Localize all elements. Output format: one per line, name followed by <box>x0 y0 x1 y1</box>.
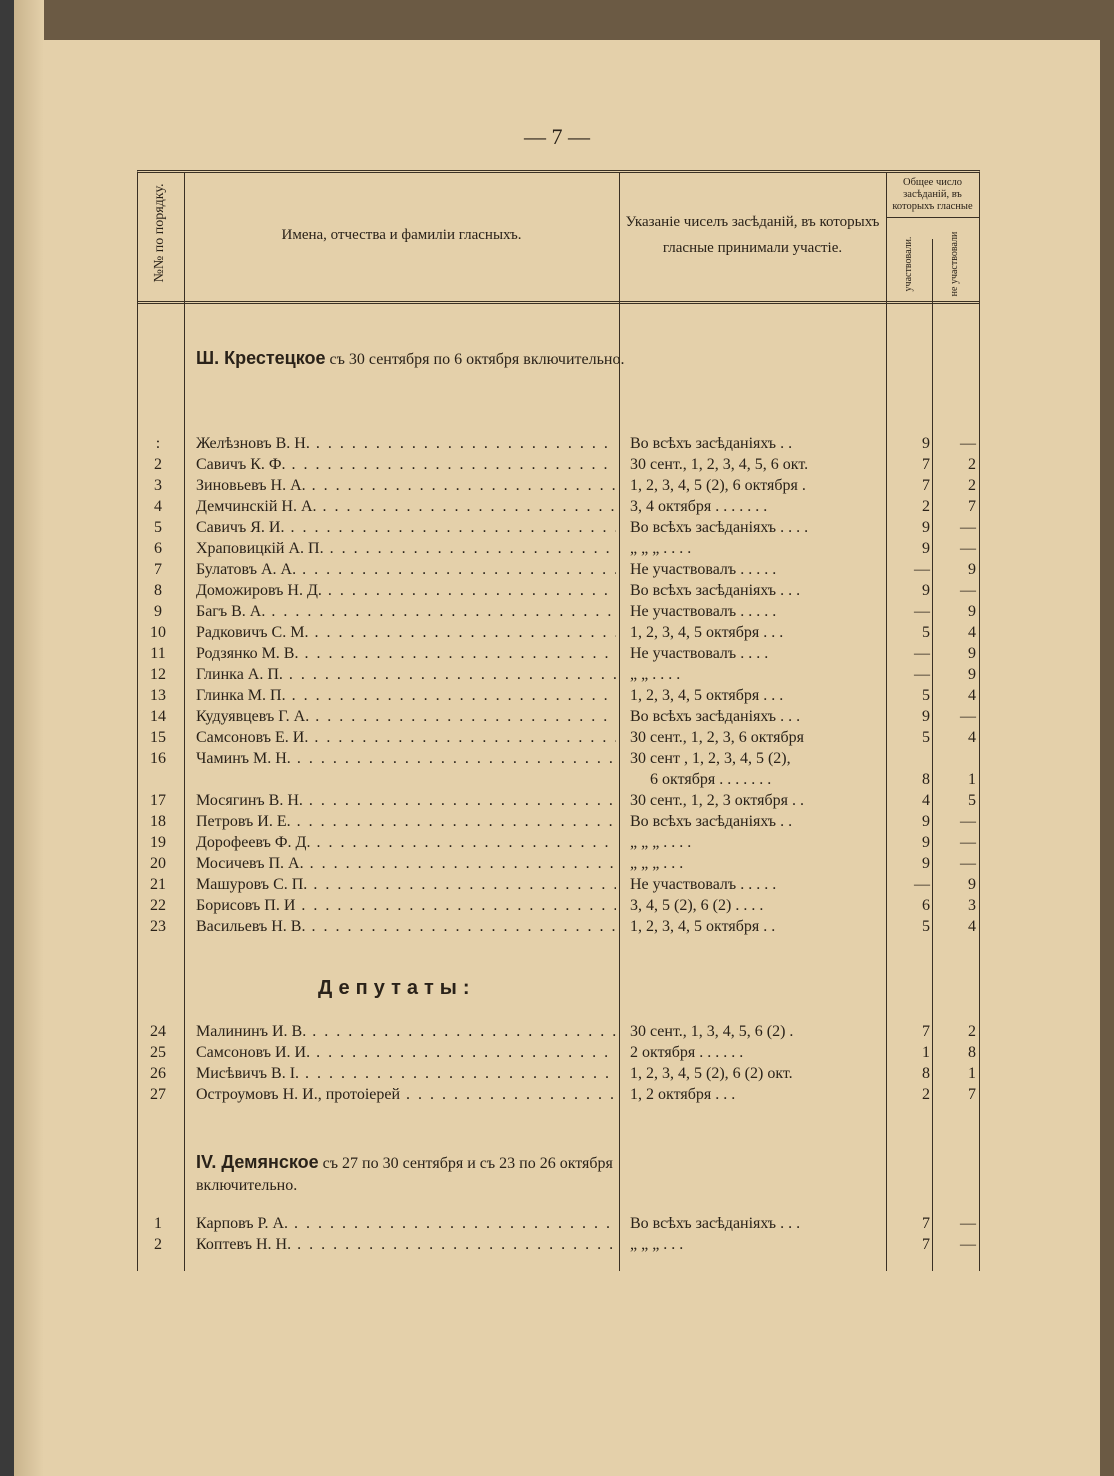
not-participated-count: — <box>960 1215 976 1232</box>
not-participated-count: 9 <box>968 666 976 683</box>
row-number: 20 <box>150 855 166 872</box>
header-names: Имена, отчества и фамилiи гласныхъ. <box>281 227 522 243</box>
not-participated-count: 9 <box>968 876 976 893</box>
not-participated-count: 1 <box>968 1065 976 1082</box>
not-participated-count: 4 <box>968 918 976 935</box>
not-participated-count: 2 <box>968 456 976 473</box>
member-name: Мисѣвичъ В. I. . . . <box>196 1063 616 1084</box>
member-name: Коптевъ Н. Н. . . . <box>196 1234 616 1255</box>
session-dates: 3, 4 октября . . . . . . . <box>630 498 768 515</box>
table-row-continuation <box>138 769 979 790</box>
section-heading-krestetskoe <box>196 347 626 371</box>
member-name: Дорофеевъ Ф. Д. . . . <box>196 832 616 853</box>
table-row <box>138 916 979 937</box>
session-dates: 1, 2, 3, 4, 5 (2), 6 (2) окт. <box>630 1065 793 1082</box>
row-number: 3 <box>154 477 162 494</box>
header-participated <box>886 236 932 299</box>
participated-count: 7 <box>922 1215 930 1232</box>
participated-count: 9 <box>922 582 930 599</box>
row-number: 16 <box>150 750 166 767</box>
table-row <box>138 580 979 601</box>
session-dates: Во всѣхъ засѣданiяхъ . . <box>630 813 793 830</box>
session-dates: „ „ . . . . <box>630 666 681 683</box>
member-name: Карповъ Р. А. . . . <box>196 1213 616 1234</box>
member-name: Савичъ К. Ф. . . . <box>196 454 616 475</box>
table-row <box>138 601 979 622</box>
session-dates: 1, 2, 3, 4, 5 октября . . <box>630 918 776 935</box>
table-row <box>138 454 979 475</box>
not-participated-count: 8 <box>968 1044 976 1061</box>
row-number: 5 <box>154 519 162 536</box>
table-row <box>138 832 979 853</box>
not-participated-count: — <box>960 813 976 830</box>
session-dates: Не участвовалъ . . . . <box>630 645 769 662</box>
row-number: 10 <box>150 624 166 641</box>
row-number: 24 <box>150 1023 166 1040</box>
row-number: 2 <box>154 1236 162 1253</box>
header-number-text: №№ по порядку. <box>152 183 167 283</box>
row-number: 2 <box>154 456 162 473</box>
participated-count: — <box>914 603 930 620</box>
session-dates: 1, 2, 3, 4, 5 (2), 6 октября . <box>630 477 806 494</box>
session-dates: 1, 2 октября . . . <box>630 1086 736 1103</box>
table-row <box>138 790 979 811</box>
table-row <box>138 748 979 769</box>
row-number: 13 <box>150 687 166 704</box>
section-subtitle: съ 30 сентября по 6 октября включительно. <box>329 351 625 368</box>
not-participated-count: 9 <box>968 561 976 578</box>
header-total: Общее число засѣданiй, въ которыхъ гласные <box>886 177 979 218</box>
participated-count: 5 <box>922 624 930 641</box>
header-not-participated-text: не участвовали <box>949 231 960 297</box>
page-number: — 7 — <box>524 124 590 149</box>
header-divider <box>138 301 979 304</box>
participated-count: — <box>914 561 930 578</box>
participated-count: 9 <box>922 435 930 452</box>
book-edge <box>0 0 14 1476</box>
member-name: Самсоновъ И. И. . . . <box>196 1042 616 1063</box>
session-dates: Во всѣхъ засѣданiяхъ . . . <box>630 582 801 599</box>
header-number <box>138 173 184 301</box>
not-participated-count: — <box>960 855 976 872</box>
not-participated-count: 9 <box>968 645 976 662</box>
session-dates-continued: 6 октября . . . . . . . <box>650 771 772 788</box>
session-dates: „ „ „ . . . . <box>630 834 692 851</box>
member-name: Зиновьевъ Н. А. . . . <box>196 475 616 496</box>
session-dates: Во всѣхъ засѣданiяхъ . . . <box>630 1215 801 1232</box>
row-number: 26 <box>150 1065 166 1082</box>
session-dates: Во всѣхъ засѣданiяхъ . . <box>630 435 793 452</box>
participated-count: 1 <box>922 1044 930 1061</box>
row-number: 23 <box>150 918 166 935</box>
session-dates: 30 сент., 1, 2, 3, 4, 5, 6 окт. <box>630 456 809 473</box>
participated-count: — <box>914 876 930 893</box>
participated-count: 9 <box>922 519 930 536</box>
participated-count: 9 <box>922 834 930 851</box>
table-row <box>138 538 979 559</box>
member-name: Булатовъ А. А. . . . <box>196 559 616 580</box>
member-name: Остроумовъ Н. И., протоiерей . . . <box>196 1084 616 1105</box>
row-number: 22 <box>150 897 166 914</box>
member-name: Демчинскiй Н. А. . . . <box>196 496 616 517</box>
row-number: 25 <box>150 1044 166 1061</box>
row-number: 18 <box>150 813 166 830</box>
member-name: Храповицкiй А. П. . . . <box>196 538 616 559</box>
not-participated-count: 2 <box>968 1023 976 1040</box>
not-participated-count: — <box>960 582 976 599</box>
member-name: Борисовъ П. И . . . <box>196 895 616 916</box>
participated-count: 7 <box>922 456 930 473</box>
row-number: 8 <box>154 582 162 599</box>
session-dates: 2 октября . . . . . . <box>630 1044 744 1061</box>
member-name: Кудуявцевъ Г. А. . . . <box>196 706 616 727</box>
attendance-table <box>137 170 980 1271</box>
member-name: Самсоновъ Е. И. . . . <box>196 727 616 748</box>
session-dates: 1, 2, 3, 4, 5 октября . . . <box>630 687 784 704</box>
session-dates: Не участвовалъ . . . . . <box>630 876 777 893</box>
not-participated-count: 4 <box>968 687 976 704</box>
participated-count: 4 <box>922 792 930 809</box>
table-row <box>138 517 979 538</box>
member-name: Малининъ И. В. . . . <box>196 1021 616 1042</box>
row-number: 9 <box>154 603 162 620</box>
not-participated-count: — <box>960 435 976 452</box>
member-name: Петровъ И. Е. . . . <box>196 811 616 832</box>
deputies-heading: Депутаты: <box>318 977 476 999</box>
table-row <box>138 433 979 454</box>
not-participated-count: — <box>960 708 976 725</box>
header-dates: Указанiе чиселъ засѣданiй, въ которыхъ гласные принимали участiе. <box>625 214 880 256</box>
row-number: 11 <box>150 645 166 662</box>
table-row <box>138 622 979 643</box>
session-dates: Не участвовалъ . . . . . <box>630 603 777 620</box>
table-row <box>138 643 979 664</box>
not-participated-count: — <box>960 834 976 851</box>
table-row <box>138 1063 979 1084</box>
header-participated-text: участвовали. <box>903 236 914 292</box>
participated-count: 2 <box>922 498 930 515</box>
session-dates: 30 сент., 1, 3, 4, 5, 6 (2) . <box>630 1023 794 1040</box>
session-dates: Во всѣхъ засѣданiяхъ . . . . <box>630 519 809 536</box>
table-row <box>138 1084 979 1105</box>
participated-count: 8 <box>922 771 930 788</box>
not-participated-count: 5 <box>968 792 976 809</box>
not-participated-count: 2 <box>968 477 976 494</box>
row-number: 19 <box>150 834 166 851</box>
participated-count: 5 <box>922 687 930 704</box>
row-number: 27 <box>150 1086 166 1103</box>
participated-count: 5 <box>922 918 930 935</box>
member-name: Глинка М. П. . . . <box>196 685 616 706</box>
section-title: IV. Демянское <box>196 1152 319 1172</box>
section-subtitle: съ 27 по 30 сентября и съ 23 по 26 октября включительно. <box>196 1155 613 1194</box>
member-name: Васильевъ Н. В. . . . <box>196 916 616 937</box>
table-row <box>138 559 979 580</box>
member-name: Глинка А. П. . . . <box>196 664 616 685</box>
session-dates: Во всѣхъ засѣданiяхъ . . . <box>630 708 801 725</box>
section-title: Ш. Крестецкое <box>196 348 326 368</box>
section-heading-demyanskoe <box>196 1151 626 1197</box>
member-name: Савичъ Я. И. . . . <box>196 517 616 538</box>
session-dates: 30 сент., 1, 2, 3 октября . . <box>630 792 804 809</box>
session-dates: 30 сент., 1, 2, 3, 6 октября <box>630 729 804 746</box>
row-number: 4 <box>154 498 162 515</box>
session-dates: „ „ „ . . . . <box>630 540 692 557</box>
header-not-participated <box>932 231 978 299</box>
session-dates: 30 сент , 1, 2, 3, 4, 5 (2), <box>630 750 791 767</box>
participated-count: 9 <box>922 540 930 557</box>
participated-count: 5 <box>922 729 930 746</box>
table-row <box>138 496 979 517</box>
row-number: 17 <box>150 792 166 809</box>
table-row <box>138 811 979 832</box>
not-participated-count: 4 <box>968 729 976 746</box>
member-name: Мосягинъ В. Н. . . . <box>196 790 616 811</box>
member-name: Багъ В. А. . . . <box>196 601 616 622</box>
not-participated-count: — <box>960 540 976 557</box>
participated-count: 7 <box>922 477 930 494</box>
table-row <box>138 1234 979 1255</box>
table-row <box>138 727 979 748</box>
session-dates: „ „ „ . . . <box>630 1236 684 1253</box>
row-number: : <box>155 435 161 452</box>
session-dates: Не участвовалъ . . . . . <box>630 561 777 578</box>
not-participated-count: 4 <box>968 624 976 641</box>
member-name: Доможировъ Н. Д. . . . <box>196 580 616 601</box>
participated-count: 9 <box>922 708 930 725</box>
table-row <box>138 853 979 874</box>
not-participated-count: — <box>960 519 976 536</box>
member-name: Радковичъ С. М. . . . <box>196 622 616 643</box>
table-row <box>138 685 979 706</box>
row-number: 21 <box>150 876 166 893</box>
member-name: Чаминъ М. Н. . . . <box>196 748 616 769</box>
participated-count: 7 <box>922 1236 930 1253</box>
session-dates: „ „ „ . . . <box>630 855 684 872</box>
not-participated-count: 9 <box>968 603 976 620</box>
participated-count: 6 <box>922 897 930 914</box>
table-row <box>138 895 979 916</box>
not-participated-count: — <box>960 1236 976 1253</box>
session-dates: 1, 2, 3, 4, 5 октября . . . <box>630 624 784 641</box>
participated-count: — <box>914 666 930 683</box>
table-row <box>138 1213 979 1234</box>
member-name: Машуровъ С. П. . . . <box>196 874 616 895</box>
row-number: 7 <box>154 561 162 578</box>
table-row <box>138 1021 979 1042</box>
not-participated-count: 7 <box>968 1086 976 1103</box>
session-dates: 3, 4, 5 (2), 6 (2) . . . . <box>630 897 764 914</box>
member-name: Родзянко М. В. . . . <box>196 643 616 664</box>
row-number: 12 <box>150 666 166 683</box>
not-participated-count: 1 <box>968 771 976 788</box>
table-row <box>138 874 979 895</box>
row-number: 6 <box>154 540 162 557</box>
row-number: 15 <box>150 729 166 746</box>
participated-count: 7 <box>922 1023 930 1040</box>
member-name: Мосичевъ П. А. . . . <box>196 853 616 874</box>
member-name: Желѣзновъ В. Н. . . . <box>196 433 616 454</box>
table-row <box>138 664 979 685</box>
table-row <box>138 475 979 496</box>
table-row <box>138 706 979 727</box>
page-gutter <box>14 0 44 1476</box>
participated-count: 8 <box>922 1065 930 1082</box>
not-participated-count: 3 <box>968 897 976 914</box>
row-number: 14 <box>150 708 166 725</box>
participated-count: 9 <box>922 813 930 830</box>
participated-count: 2 <box>922 1086 930 1103</box>
not-participated-count: 7 <box>968 498 976 515</box>
table-row <box>138 1042 979 1063</box>
row-number: 1 <box>154 1215 162 1232</box>
participated-count: — <box>914 645 930 662</box>
participated-count: 9 <box>922 855 930 872</box>
